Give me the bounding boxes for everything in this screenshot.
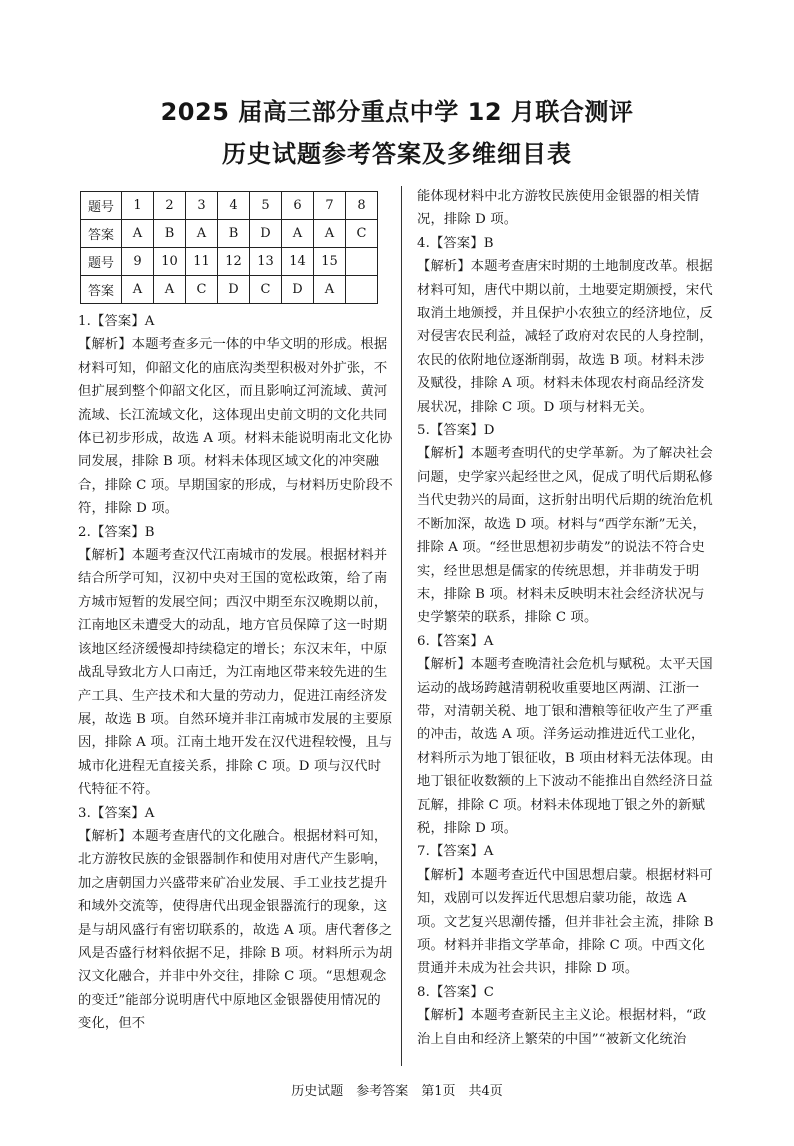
answer-table-cell: D <box>282 276 314 304</box>
answer-table-cell: C <box>346 220 378 248</box>
left-column <box>78 310 394 1036</box>
answer-table-cell: 9 <box>122 248 154 276</box>
analysis-text: 【解析】本题考查明代的史学革新。为了解决社会问题，史学家兴起经世之风，促成了明代后期私修当代史勃兴的局面，这折射出明代后期的统治危机不断加深，故选 D 项。材料与“西学东渐”无关，排除 A 项。“经世思想初步萌发”的说法不符合史实，经世思想是儒家的传统思想，并非萌发于明末，排除 B 项。材料未反映明末社会经济状况与史学繁荣的联系，排除 C 项。 <box>417 446 713 626</box>
answer-table-cell: A <box>314 276 346 304</box>
analysis-text: 【解析】本题考查唐代的文化融合。根据材料可知，北方游牧民族的金银器制作和使用对唐代产生影响，加之唐朝国力兴盛带来矿冶业发展、手工业技艺提升和域外交流等，使得唐代出现金银器流行的现象，这是与胡风盛行有密切联系的，故选 A 项。唐代奢侈之风是否盛行材料依据不足，排除 B 项。材料所示为胡汉文化融合，并非中外交往，排除 C 项。“思想观念的变迁”能部分说明唐代中原地区金银器使用情况的变化，但不 <box>78 828 393 1032</box>
answer-table-cell: C <box>186 276 218 304</box>
page-footer: 历史试题 参考答案 第1页 共4页 <box>291 1084 503 1099</box>
answer-table-cell: 3 <box>186 192 218 220</box>
answer-table-row <box>81 220 378 248</box>
analysis-text: 【解析】本题考查多元一体的中华文明的形成。根据材料可知，仰韶文化的庙底沟类型积极对外扩张，不但扩展到整个仰韶文化区，而且影响辽河流域、黄河流域、长江流域文化，这体现出史前文明的文化共同体已初步形成，故选 A 项。材料未能说明南北文化协同发展，排除 B 项。材料未体现区域文化的冲突融合，排除 C 项。早期国家的形成，与材料历史阶段不符，排除 D 项。 <box>78 337 393 517</box>
answer-table-cell: D <box>218 276 250 304</box>
answer-table-cell: 1 <box>122 192 154 220</box>
answer-table-row <box>81 248 378 276</box>
question-block <box>417 232 717 419</box>
page-subtitle: 历史试题参考答案及多维细目表 <box>222 140 572 168</box>
answer-table-cell: 6 <box>282 192 314 220</box>
answer-table-cell <box>346 248 378 276</box>
right-column <box>417 185 717 1051</box>
answer-table-cell: B <box>218 220 250 248</box>
answer-table-cell: A <box>154 276 186 304</box>
answer-table-cell: A <box>122 276 154 304</box>
answer-table-header-cell: 答案 <box>81 276 122 304</box>
answer-table-cell: A <box>314 220 346 248</box>
question-block <box>417 185 717 232</box>
question-block <box>417 419 717 630</box>
analysis-text: 【解析】本题考查新民主主义论。根据材料，“政治上自由和经济上繁荣的中国”“被新文化统治 <box>417 1008 707 1047</box>
answer-table-row <box>81 276 378 304</box>
question-block <box>78 310 394 521</box>
answer-line: 3.【答案】A <box>78 805 155 821</box>
question-block <box>417 981 717 1051</box>
question-block <box>417 630 717 841</box>
answer-line: 5.【答案】D <box>417 423 495 439</box>
answer-table-header-cell: 答案 <box>81 220 122 248</box>
analysis-text: 【解析】本题考查汉代江南城市的发展。根据材料并结合所学可知，汉初中央对王国的宽松政策，给了南方城市短暂的发展空间；西汉中期至东汉晚期以前，江南地区未遭受大的动乱，地方官员保障了这一时期该地区经济缓慢却持续稳定的增长；东汉末年，中原战乱导致北方人口南迁，为江南地区带来较先进的生产工具、生产技术和大量的劳动力，促进江南经济发展，故选 B 项。自然环境并非江南城市发展的主要原因，排除 A 项。江南土地开发在汉代进程较慢，且与城市化进程无直接关系，排除 C 项。D 项与汉代时代特征不符。 <box>78 548 393 798</box>
answer-table-cell: B <box>154 220 186 248</box>
answer-table-cell: 11 <box>186 248 218 276</box>
answer-line: 2.【答案】B <box>78 524 155 540</box>
column-divider <box>401 186 402 1066</box>
answer-table-cell: 15 <box>314 248 346 276</box>
answer-table-cell: 8 <box>346 192 378 220</box>
analysis-text: 【解析】本题考查唐宋时期的土地制度改革。根据材料可知，唐代中期以前，土地要定期颁授，宋代取消土地颁授，并且保护小农独立的经济地位，反对侵害农民利益，减轻了政府对农民的人身控制，农民的依附地位逐渐削弱，故选 B 项。材料未涉及赋役，排除 A 项。材料未体现农村商品经济发展状况，排除 C 项。D 项与材料无关。 <box>417 259 713 415</box>
page-title: 2025 届高三部分重点中学 12 月联合测评 <box>160 98 634 126</box>
question-block <box>417 840 717 980</box>
answer-table-cell: C <box>250 276 282 304</box>
answer-table-header-cell: 题号 <box>81 192 122 220</box>
answer-table-cell: 14 <box>282 248 314 276</box>
answer-table-cell: 7 <box>314 192 346 220</box>
question-block <box>78 802 394 1036</box>
question-block <box>78 521 394 802</box>
answer-table-cell: A <box>186 220 218 248</box>
answer-table-cell: A <box>122 220 154 248</box>
answer-line: 8.【答案】C <box>417 984 495 1000</box>
answer-table-cell: A <box>282 220 314 248</box>
answer-table-cell <box>346 276 378 304</box>
answer-table-cell: D <box>250 220 282 248</box>
analysis-text: 【解析】本题考查近代中国思想启蒙。根据材料可知，戏剧可以发挥近代思想启蒙功能，故选 A 项。文艺复兴思潮传播，但并非社会主流，排除 B 项。材料并非指文学革命，排除 C 项。中西文化贯通并未成为社会共识，排除 D 项。 <box>417 867 714 977</box>
answer-table <box>80 191 378 304</box>
answer-table-header-cell: 题号 <box>81 248 122 276</box>
answer-table-cell: 10 <box>154 248 186 276</box>
answer-table-cell: 12 <box>218 248 250 276</box>
answer-line: 7.【答案】A <box>417 844 494 860</box>
analysis-text: 能体现材料中北方游牧民族使用金银器的相关情况，排除 D 项。 <box>417 189 700 228</box>
answer-line: 1.【答案】A <box>78 314 155 329</box>
answer-table-cell: 4 <box>218 192 250 220</box>
answer-table-row <box>81 192 378 220</box>
answer-table-cell: 2 <box>154 192 186 220</box>
answer-table-cell: 13 <box>250 248 282 276</box>
analysis-text: 【解析】本题考查晚清社会危机与赋税。太平天国运动的战场跨越清朝税收重要地区两湖、江浙一带，对清朝关税、地丁银和漕粮等征收产生了严重的冲击，故选 A 项。洋务运动推进近代工业化，材料所示为地丁银征收，B 项由材料无法体现。由地丁银征收数额的上下波动不能推出自然经济日益瓦解，排除 C 项。材料未体现地丁银之外的新赋税，排除 D 项。 <box>417 657 714 836</box>
answer-line: 6.【答案】A <box>417 633 494 649</box>
answer-table-cell: 5 <box>250 192 282 220</box>
answer-line: 4.【答案】B <box>417 235 494 251</box>
